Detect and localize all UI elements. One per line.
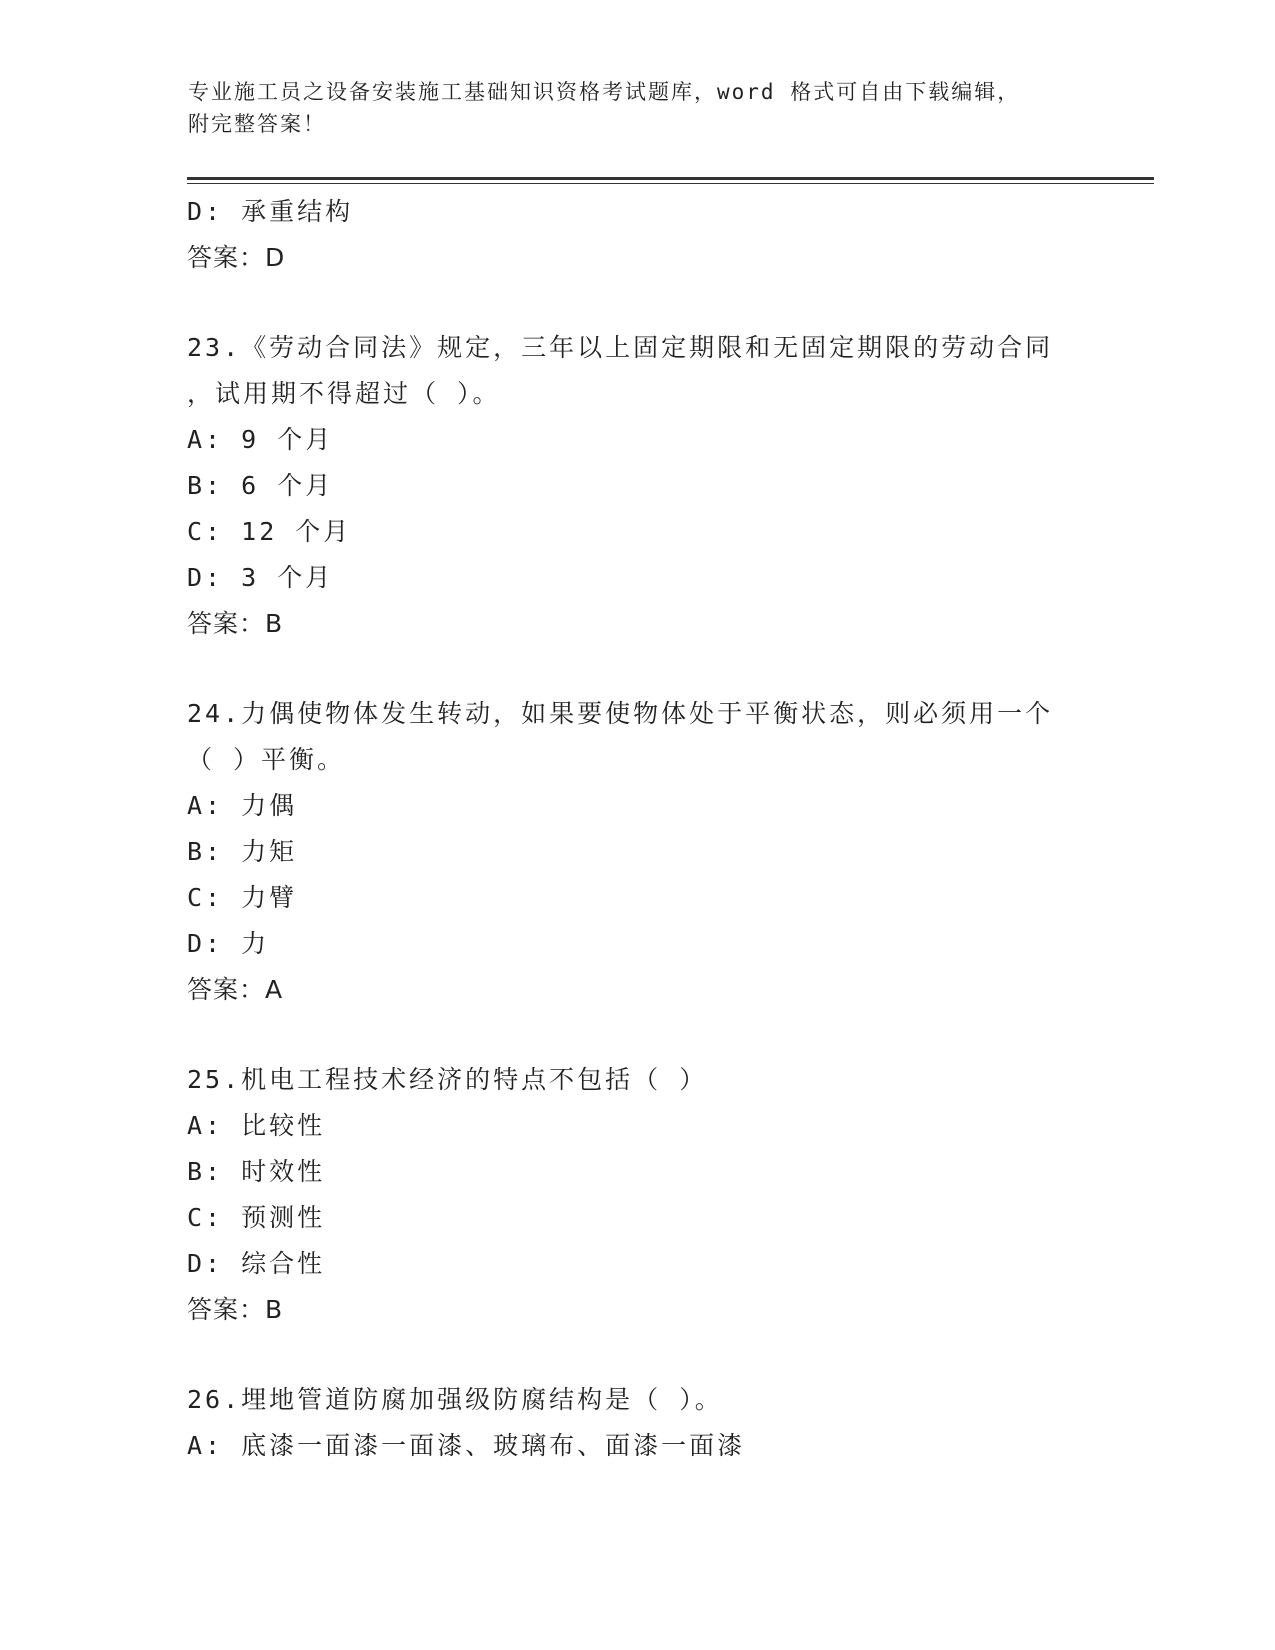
answer-label: 答案：B <box>187 609 284 638</box>
header-divider-thin <box>187 183 1154 184</box>
header-line-1: 专业施工员之设备安装施工基础知识资格考试题库，word 格式可自由下载编辑， <box>188 80 1021 104</box>
question-stem-line-2: （ ）平衡。 <box>187 745 346 774</box>
header-line-2: 附完整答案！ <box>188 112 326 136</box>
option-a: A: 力偶 <box>187 791 298 820</box>
answer-label: 答案：B <box>187 1295 284 1324</box>
option-d: D: 3 个月 <box>187 563 334 592</box>
question-23 <box>187 325 1087 647</box>
answer-label: 答案：D <box>187 243 286 272</box>
option-c: C: 12 个月 <box>187 517 352 546</box>
option-d: D: 力 <box>187 929 270 958</box>
header-divider-thick <box>187 177 1154 180</box>
option-c: C: 力臂 <box>187 883 298 912</box>
page-header <box>188 76 1068 140</box>
answer-label: 答案：A <box>187 975 284 1004</box>
question-list <box>187 189 1087 1469</box>
question-26 <box>187 1377 1087 1469</box>
option-c: C: 预测性 <box>187 1203 326 1232</box>
question-stem-line-1: 24.力偶使物体发生转动，如果要使物体处于平衡状态，则必须用一个 <box>187 699 1054 728</box>
option-d: D: 综合性 <box>187 1249 326 1278</box>
option-b: B: 时效性 <box>187 1157 326 1186</box>
question-stem-line-1: 23.《劳动合同法》规定，三年以上固定期限和无固定期限的劳动合同 <box>187 333 1054 362</box>
question-gap <box>187 281 1087 325</box>
question-24 <box>187 691 1087 1013</box>
question-stem-line-1: 26.埋地管道防腐加强级防腐结构是（ ）。 <box>187 1385 723 1414</box>
option-d: D: 承重结构 <box>187 197 354 226</box>
question-gap <box>187 1333 1087 1377</box>
question-gap <box>187 647 1087 691</box>
question-stem-line-1: 25.机电工程技术经济的特点不包括（ ） <box>187 1065 708 1094</box>
question-25 <box>187 1057 1087 1333</box>
option-a: A: 底漆一面漆一面漆、玻璃布、面漆一面漆 <box>187 1431 746 1460</box>
question-22 <box>187 189 1087 281</box>
option-b: B: 力矩 <box>187 837 298 866</box>
option-a: A: 9 个月 <box>187 425 334 454</box>
option-b: B: 6 个月 <box>187 471 334 500</box>
question-stem-line-2: ，试用期不得超过（ ）。 <box>187 379 501 408</box>
option-a: A: 比较性 <box>187 1111 326 1140</box>
question-gap <box>187 1013 1087 1057</box>
